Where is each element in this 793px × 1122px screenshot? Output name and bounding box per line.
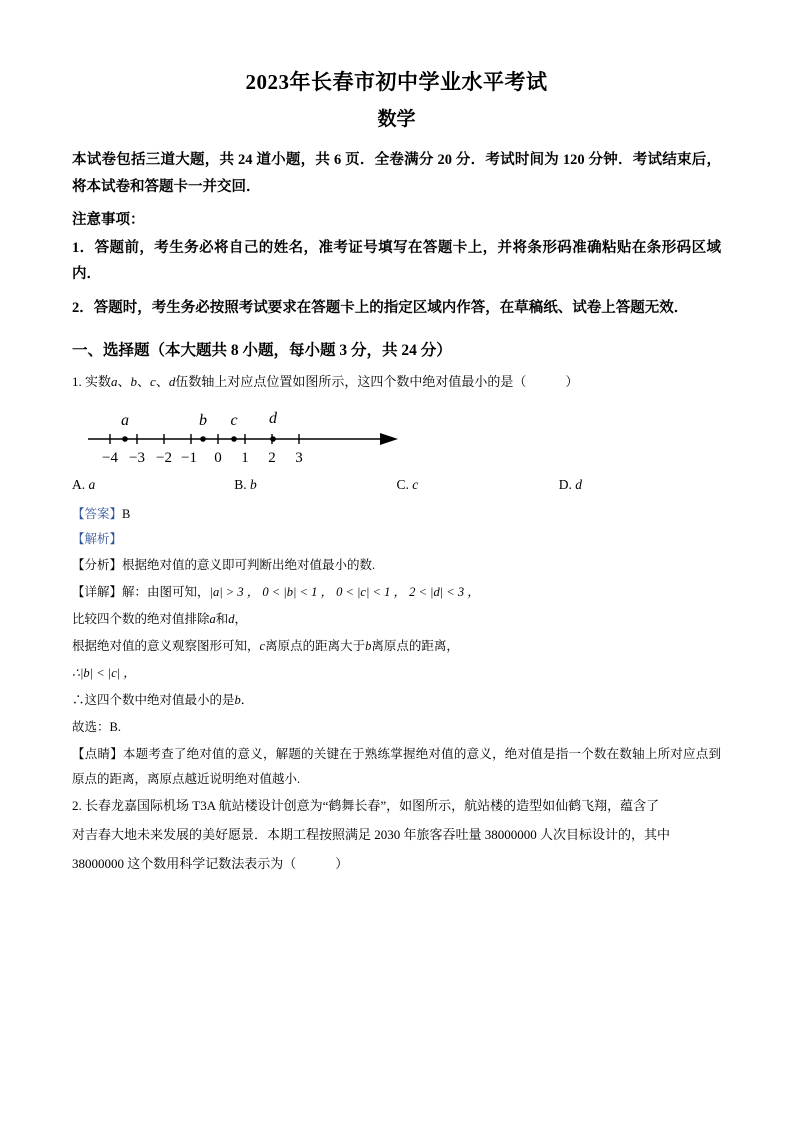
- subject-title: 数学: [377, 109, 416, 130]
- question-1-number: 1. 实数: [72, 374, 112, 390]
- section-heading-choice: 一、选择题（本大题共 8 小题，每小题 3 分，共 24 分）: [72, 342, 452, 360]
- choice-c-value: c: [412, 476, 419, 492]
- explanation-label: 【解析】: [72, 532, 123, 547]
- detail-2-var-a: a: [209, 612, 216, 627]
- answer-label: 【答案】: [72, 506, 123, 521]
- svg-text:0: 0: [214, 449, 222, 466]
- detail-5-prefix: ∴这四个数中绝对值最小的是: [72, 693, 235, 708]
- detail-3-mid: 离原点的距离大于: [265, 639, 366, 654]
- svg-text:−4: −4: [102, 449, 118, 466]
- notice-heading: 注意事项：: [72, 211, 145, 228]
- answer-value: B: [122, 506, 131, 521]
- question-1-choices: [72, 477, 721, 493]
- detail-line-1: [72, 580, 721, 605]
- detail-line-3: [72, 634, 721, 659]
- svg-text:−3: −3: [129, 449, 145, 466]
- question-1-stem: [72, 370, 721, 395]
- detail-1-math: |a| > 3 ， 0 < |b| < 1 ， 0 < |c| < 1 ， 2 < |d| < 3 ，: [209, 585, 480, 600]
- svg-text:1: 1: [241, 449, 249, 466]
- analysis-text: 【分析】根据绝对值的意义即可判断出绝对值最小的数.: [72, 558, 376, 573]
- page-title: 2023年长春市初中学业水平考试: [245, 70, 548, 94]
- question-1-stem-tail: 伍数轴上对应点位置如图所示，这四个数中绝对值最小的是（ ）: [175, 374, 579, 390]
- choice-c[interactable]: [397, 477, 559, 493]
- number-line-svg: [80, 401, 410, 473]
- svg-text:b: b: [199, 411, 207, 429]
- choice-b-value: b: [250, 476, 257, 492]
- detail-1-prefix: 【详解】解：由图可知，: [72, 585, 210, 600]
- var-a: a: [111, 374, 118, 390]
- choice-a-key: A.: [72, 476, 86, 492]
- number-line-figure: [72, 401, 721, 473]
- pointer-text: 【点睛】本题考查了绝对值的意义，解题的关键在于熟练掌握绝对值的意义，绝对值是指一个数在数轴上所对应点到原点的距离，离原点越近说明绝对值越小.: [72, 747, 721, 787]
- detail-5-end: ．: [240, 693, 254, 708]
- question-2-line-3: 38000000 这个数用科学记数法表示为（ ）: [72, 855, 349, 871]
- choice-d-value: d: [575, 476, 582, 492]
- svg-text:−2: −2: [156, 449, 172, 466]
- sep-1: 、: [117, 374, 131, 390]
- var-b: b: [130, 374, 138, 390]
- answer-block: [72, 503, 721, 526]
- detail-4-math: ∴|b| < |c| ，: [72, 666, 136, 681]
- svg-text:2: 2: [268, 449, 276, 466]
- svg-text:d: d: [269, 409, 277, 427]
- notice-item-1: 1．答题前，考生务必将自己的姓名，准考证号填写在答题卡上，并将条形码准确粘贴在条形码区域内．: [72, 239, 721, 283]
- detail-2-var-d: d: [228, 612, 235, 627]
- choice-c-key: C.: [396, 476, 409, 492]
- detail-3-var-c: c: [259, 639, 266, 654]
- detail-3-var-b: b: [365, 639, 372, 654]
- svg-text:a: a: [121, 411, 129, 429]
- detail-line-5: [72, 688, 721, 713]
- detail-2-end: ，: [234, 612, 248, 627]
- sep-3: 、: [155, 374, 169, 390]
- sep-2: 、: [137, 374, 151, 390]
- svg-text:−1: −1: [181, 449, 197, 466]
- detail-line-2: [72, 607, 721, 632]
- detail-line-4: [72, 661, 721, 686]
- choice-d-key: D.: [558, 476, 572, 492]
- detail-3-end: 离原点的距离，: [371, 639, 459, 654]
- var-c: c: [150, 374, 156, 390]
- choice-b[interactable]: [234, 477, 396, 493]
- question-2-line-2: 对吉春大地未来发展的美好愿景．本期工程按照满足 2030 年旅客吞吐量 38000000 人次目标设计的，其中: [72, 826, 671, 842]
- svg-text:3: 3: [295, 449, 303, 466]
- detail-line-6: 故选：B.: [72, 720, 121, 735]
- var-d: d: [168, 374, 176, 390]
- choice-a-value: a: [88, 476, 96, 492]
- svg-text:c: c: [230, 411, 238, 429]
- detail-3-prefix: 根据绝对值的意义观察图形可知，: [72, 639, 260, 654]
- choice-d[interactable]: [559, 477, 721, 493]
- intro-paragraph: 本试卷包括三道大题，共 24 道小题，共 6 页．全卷满分 20 分．考试时间为 120 分钟．考试结束后，将本试卷和答题卡一并交回．: [72, 152, 721, 195]
- choice-b-key: B.: [234, 476, 247, 492]
- choice-a[interactable]: [72, 477, 234, 493]
- detail-2-and: 和: [215, 612, 229, 627]
- detail-2-prefix: 比较四个数的绝对值排除: [72, 612, 210, 627]
- question-2-line-1: 2. 长春龙嘉国际机场 T3A 航站楼设计创意为“鹤舞长春”，如图所示，航站楼的造型如仙鹤飞翔，蕴含了: [72, 798, 660, 814]
- detail-5-var-b: b: [234, 693, 241, 708]
- notice-item-2: 2．答题时，考生务必按照考试要求在答题卡上的指定区域内作答，在草稿纸、试卷上答题无效．: [72, 300, 689, 317]
